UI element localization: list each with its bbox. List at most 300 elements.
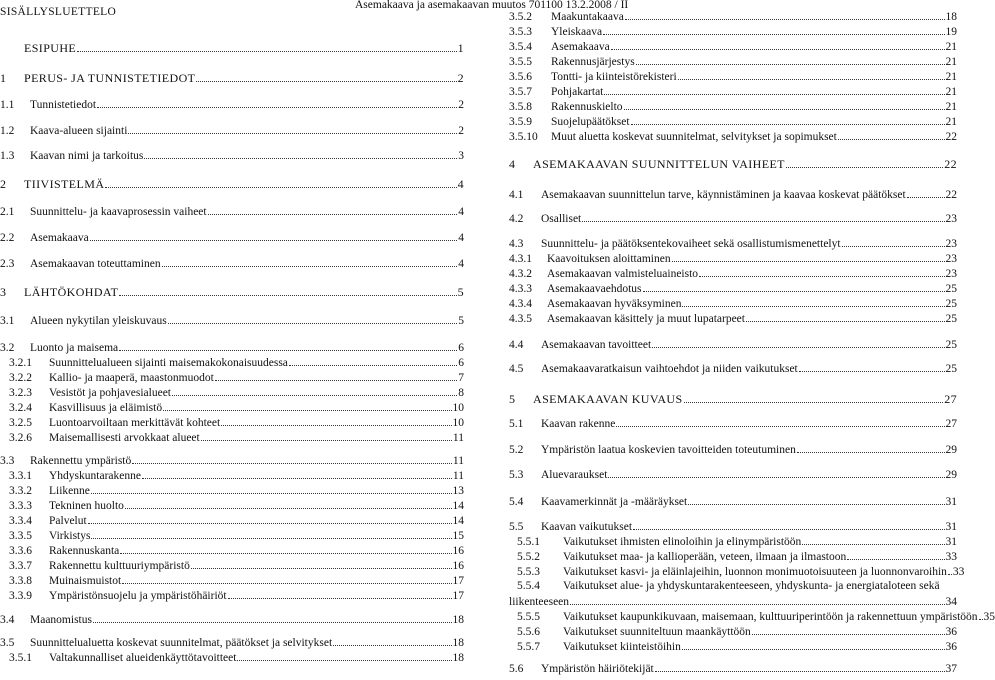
toc-entry-page: 18 <box>945 11 957 23</box>
toc-entry-title: Kaavamerkinnät ja -määräykset <box>541 496 688 508</box>
toc-entry-number: 3.3.4 <box>9 515 32 527</box>
toc-entry[interactable] <box>509 9 957 24</box>
toc-entry-number: 3.5.2 <box>509 11 532 23</box>
toc-entry-title: Vaikutukset kasvi- ja eläinlajeihin, luonnon monimuotoisuuteen ja luonnonvaroihin <box>563 566 947 578</box>
toc-entry-title: LÄHTÖKOHDAT <box>24 285 119 299</box>
toc-entry-page: 21 <box>945 56 957 68</box>
dot-leader <box>624 99 945 110</box>
dot-leader <box>168 313 458 324</box>
dot-leader <box>631 114 945 125</box>
dot-leader <box>289 355 457 366</box>
toc-entry[interactable] <box>509 494 957 509</box>
toc-entry-number: 3.2 <box>0 342 15 354</box>
toc-entry[interactable] <box>0 558 464 573</box>
dot-leader <box>786 157 943 168</box>
dot-leader <box>88 513 452 524</box>
toc-entry[interactable] <box>509 296 957 311</box>
toc-entry-page: 21 <box>945 116 957 128</box>
dot-leader <box>838 129 945 140</box>
toc-entry-title: ASEMAKAAVAN SUUNNITTELUN VAIHEET <box>533 157 785 171</box>
toc-entry-number: 4.3.4 <box>509 298 532 310</box>
toc-entry-number: 3.5.7 <box>509 86 532 98</box>
dot-leader <box>636 54 945 65</box>
toc-entry-title: Vaikutukset suunniteltuun maankäyttöön <box>563 626 751 638</box>
toc-entry[interactable] <box>0 468 464 483</box>
toc-entry[interactable] <box>509 157 957 171</box>
dot-leader <box>163 400 451 411</box>
toc-entry-page: 27 <box>944 392 957 406</box>
toc-entry-page: 4 <box>458 232 464 244</box>
toc-entry-number: 3.5.10 <box>509 131 538 143</box>
toc-entry-page: 2 <box>458 99 464 111</box>
toc-entry-page: 18 <box>452 614 464 626</box>
toc-entry-title: Asemakaavan hyväksyminen <box>547 298 682 310</box>
toc-entry-number: 5.6 <box>509 663 524 675</box>
dot-leader <box>570 594 944 605</box>
toc-entry[interactable] <box>0 385 464 400</box>
toc-entry[interactable] <box>0 148 464 163</box>
toc-entry[interactable] <box>509 24 957 39</box>
toc-entry-title: Vaikutukset maa- ja kallioperään, veteen, ilmaan ja ilmastoon <box>563 551 847 563</box>
toc-entry-number: 5 <box>509 392 516 406</box>
toc-entry-title: Maisemallisesti arvokkaat alueet <box>49 432 200 444</box>
toc-entry[interactable] <box>0 41 464 55</box>
toc-entry-page: 37 <box>945 663 957 675</box>
dot-leader <box>128 123 457 134</box>
toc-entry-number: 3.3.6 <box>9 545 32 557</box>
toc-entry-title: Tekninen huolto <box>49 500 124 512</box>
toc-entry-title: Asemakaavan toteuttaminen <box>30 258 161 270</box>
toc-entry-number: 3.3.7 <box>9 560 32 572</box>
toc-entry-page: 19 <box>945 26 957 38</box>
toc-entry-number: 3.3.5 <box>9 530 32 542</box>
toc-entry[interactable] <box>0 71 464 85</box>
toc-entry-page: 33 <box>952 566 965 578</box>
toc-entry-number: 3.3.9 <box>9 590 32 602</box>
toc-entry-title: Kallio- ja maaperä, maastonmuodot <box>49 372 214 384</box>
toc-entry-title: liikenteeseen <box>509 596 570 608</box>
toc-entry-number: 3.5.8 <box>509 101 532 113</box>
toc-entry-page: 23 <box>945 268 957 280</box>
toc-entry-title: Kaavan rakenne <box>541 418 616 430</box>
toc-entry-number: 5.5.2 <box>517 551 540 563</box>
toc-entry-number: 5.5.3 <box>517 566 540 578</box>
dot-leader <box>93 612 452 623</box>
toc-entry-title: Vesistöt ja pohjavesialueet <box>49 387 171 399</box>
dot-leader <box>746 311 945 322</box>
toc-entry-title: Maanomistus <box>30 614 92 626</box>
toc-entry-title: Tontti- ja kiinteistörekisteri <box>551 71 677 83</box>
toc-entry[interactable] <box>0 355 464 370</box>
toc-entry[interactable] <box>0 573 464 588</box>
toc-entry-page: 33 <box>945 551 957 563</box>
toc-entry[interactable] <box>0 430 464 445</box>
toc-entry[interactable] <box>0 230 464 245</box>
toc-entry-number: 1.3 <box>0 150 15 162</box>
toc-entry-page: 23 <box>945 253 957 265</box>
toc-entry[interactable] <box>0 588 464 603</box>
dot-leader <box>752 624 945 635</box>
toc-entry-title: Liikenne <box>49 485 90 497</box>
toc-entry-title: Suojelupäätökset <box>551 116 630 128</box>
toc-entry-page: 6 <box>458 357 464 369</box>
toc-entry-title: TIIVISTELMÄ <box>24 177 105 191</box>
dot-leader <box>682 639 945 650</box>
toc-entry[interactable] <box>0 543 464 558</box>
toc-entry-page: 29 <box>945 469 957 481</box>
toc-entry-number: 2.1 <box>0 206 15 218</box>
dot-leader <box>215 370 457 381</box>
toc-entry-title: Luontoarvoiltaan merkittävät kohteet <box>49 417 221 429</box>
toc-entry-title: Asemakaava <box>30 232 89 244</box>
toc-entry-page: 36 <box>945 641 957 653</box>
toc-entry-page: 22 <box>945 189 957 201</box>
dot-leader <box>684 392 944 403</box>
toc-entry-number: 3.2.2 <box>9 372 32 384</box>
toc-entry-number: 3.5 <box>0 637 15 649</box>
toc-entry-page: 18 <box>452 652 464 664</box>
toc-entry-number: 1 <box>0 71 7 85</box>
toc-entry[interactable] <box>509 579 957 593</box>
toc-entry-number: 3.3.1 <box>9 470 32 482</box>
toc-entry-number: 3 <box>0 285 7 299</box>
toc-entry-title: Rakennuskanta <box>49 545 120 557</box>
toc-entry-title: ASEMAKAAVAN KUVAUS <box>533 392 683 406</box>
toc-entry-number: 1.2 <box>0 125 15 137</box>
toc-entry-page: 14 <box>452 500 464 512</box>
toc-entry-title: Yhdyskuntarakenne <box>49 470 141 482</box>
toc-entry-page: 11 <box>452 432 464 444</box>
toc-entry-page: 11 <box>452 470 464 482</box>
toc-entry-title: Kaava-alueen sijainti <box>30 125 128 137</box>
toc-entry-number: 4.3.1 <box>509 253 532 265</box>
toc-entry-number: 5.4 <box>509 496 524 508</box>
toc-entry[interactable] <box>509 624 957 639</box>
toc-entry[interactable] <box>0 415 464 430</box>
toc-entry-title: Ympäristön häiriötekijät <box>541 663 654 675</box>
dot-leader <box>144 148 457 159</box>
toc-entry-title: Aluevaraukset <box>541 469 608 481</box>
toc-entry-page: 25 <box>945 313 957 325</box>
toc-entry[interactable] <box>509 337 957 352</box>
toc-entry[interactable] <box>509 251 957 266</box>
toc-entry-number: 5.5.4 <box>517 580 540 592</box>
toc-entry-number: 3.1 <box>0 315 15 327</box>
toc-entry-title: Asemakaavan valmisteluaineisto <box>547 268 699 280</box>
toc-entry-title: Asemakaavan tavoitteet <box>541 339 652 351</box>
toc-entry[interactable] <box>509 99 957 114</box>
toc-entry-page: 8 <box>458 387 464 399</box>
dot-leader <box>842 236 945 247</box>
toc-entry-number: 2 <box>0 177 7 191</box>
dot-leader <box>97 97 457 108</box>
toc-entry-title: Kaavoituksen aloittaminen <box>547 253 671 265</box>
toc-entry-page: 31 <box>945 521 957 533</box>
toc-entry-page: 6 <box>458 342 464 354</box>
toc-entry-number: 3.3 <box>0 455 15 467</box>
toc-entry-number: 4.3.5 <box>509 313 532 325</box>
toc-entry-number: 4.4 <box>509 339 524 351</box>
toc-entry-page: 13 <box>452 485 464 497</box>
toc-entry[interactable] <box>0 528 464 543</box>
dot-leader <box>142 468 452 479</box>
toc-entry[interactable] <box>509 639 957 654</box>
toc-entry[interactable] <box>509 311 957 326</box>
toc-entry-number: 3.5.4 <box>509 41 532 53</box>
toc-entry-page: 1 <box>457 41 464 55</box>
toc-entry-number: 5.2 <box>509 444 524 456</box>
dot-leader <box>191 558 452 569</box>
toc-entry-page: 16 <box>452 545 464 557</box>
toc-entry-title: Suunnittelu- ja päätöksentekovaiheet sekä osallistumismenettelyt <box>541 238 841 250</box>
toc-entry-page: 21 <box>945 41 957 53</box>
toc-entry-number: 3.2.4 <box>9 402 32 414</box>
dot-leader <box>77 41 456 52</box>
dot-leader <box>672 251 945 262</box>
toc-entry-number: 4.2 <box>509 213 524 225</box>
toc-entry-title: Vaikutukset kaupunkikuvaan, maisemaan, kulttuuriperintöön ja rakennettuun ympäristöön <box>563 611 978 623</box>
toc-entry-number: 3.2.3 <box>9 387 32 399</box>
toc-entry[interactable] <box>0 650 464 665</box>
toc-entry[interactable] <box>0 123 464 138</box>
dot-leader <box>799 361 945 372</box>
toc-entry-number: 3.5.5 <box>509 56 532 68</box>
dot-leader <box>603 24 944 35</box>
dot-leader <box>652 337 944 348</box>
toc-entry[interactable] <box>509 442 957 457</box>
dot-leader <box>228 588 452 599</box>
dot-leader <box>90 230 458 241</box>
toc-entry-number: 3.3.8 <box>9 575 32 587</box>
toc-entry-title: Asemakaavaratkaisun vaihtoehdot ja niiden vaikutukset <box>541 363 798 375</box>
toc-entry-page: 27 <box>945 418 957 430</box>
dot-leader <box>208 204 458 215</box>
toc-entry[interactable] <box>509 594 957 609</box>
dot-leader <box>604 84 944 95</box>
toc-entry-page: 25 <box>945 283 957 295</box>
dot-leader <box>119 340 457 351</box>
toc-entry-page: 22 <box>944 157 957 171</box>
dot-leader <box>120 543 451 554</box>
toc-entry-number: 5.5.7 <box>517 641 540 653</box>
toc-entry[interactable] <box>509 114 957 129</box>
toc-entry[interactable] <box>0 635 464 650</box>
toc-entry-page: 5 <box>458 315 464 327</box>
dot-leader <box>699 266 944 277</box>
document-header: Asemakaava ja asemakaavan muutos 701100 13.2.2008 / II <box>355 0 629 11</box>
toc-entry-page: 21 <box>945 71 957 83</box>
toc-entry-page: 2 <box>458 125 464 137</box>
toc-entry[interactable] <box>509 187 957 202</box>
toc-entry-title: Rakennettu ympäristö <box>30 455 132 467</box>
toc-entry[interactable] <box>0 5 464 19</box>
dot-leader <box>119 285 456 296</box>
toc-entry-title: Rakennusjärjestys <box>551 56 635 68</box>
toc-entry-number: 3.3.2 <box>9 485 32 497</box>
toc-entry-number: 4.3 <box>509 238 524 250</box>
toc-entry-page: 17 <box>452 590 464 602</box>
toc-entry-title: ESIPUHE <box>24 41 77 55</box>
dot-leader <box>682 296 944 307</box>
dot-leader <box>655 661 945 672</box>
toc-entry-page: 4 <box>458 258 464 270</box>
toc-entry-page: 3 <box>458 150 464 162</box>
toc-entry[interactable] <box>509 609 995 624</box>
dot-leader <box>979 609 983 620</box>
toc-entry-page: 34 <box>945 596 957 608</box>
toc-entry[interactable] <box>0 97 464 112</box>
dot-leader <box>802 534 944 545</box>
dot-leader <box>625 9 945 20</box>
toc-entry[interactable] <box>0 177 464 191</box>
toc-entry[interactable] <box>509 236 957 251</box>
toc-entry-title: Pohjakartat <box>551 86 604 98</box>
toc-entry-page: 10 <box>452 402 464 414</box>
toc-entry[interactable] <box>0 400 464 415</box>
toc-entry-page: 18 <box>452 637 464 649</box>
toc-entry-number: 5.3 <box>509 469 524 481</box>
toc-entry-title: Asemakaavan suunnittelun tarve, käynnistäminen ja kaavaa koskevat päätökset <box>541 189 906 201</box>
toc-entry-title: Muinaismuistot <box>49 575 122 587</box>
toc-entry[interactable] <box>509 84 957 99</box>
toc-entry-title: Asemakaavan käsittely ja muut lupatarpeet <box>547 313 745 325</box>
dot-leader <box>633 519 944 530</box>
toc-entry-title: Suunnittelu- ja kaavaprosessin vaiheet <box>30 206 207 218</box>
toc-entry-page: 16 <box>452 560 464 572</box>
toc-entry-number: 5.5 <box>509 521 524 533</box>
toc-entry-title: Suunnittelualueen sijainti maisemakokonaisuudessa <box>49 357 288 369</box>
toc-entry[interactable] <box>509 69 957 84</box>
toc-entry-number: 3.2.5 <box>9 417 32 429</box>
dot-leader <box>608 467 944 478</box>
toc-entry-number: 5.1 <box>509 418 524 430</box>
dot-leader <box>616 416 944 427</box>
toc-entry[interactable] <box>509 281 957 296</box>
dot-leader <box>948 564 952 575</box>
toc-entry-number: 5.5.1 <box>517 536 540 548</box>
toc-entry-page: 23 <box>945 238 957 250</box>
toc-entry-title: PERUS- JA TUNNISTETIEDOT <box>24 71 196 85</box>
toc-entry-page: 25 <box>945 363 957 375</box>
toc-entry-number: 3.5.3 <box>509 26 532 38</box>
toc-entry[interactable] <box>0 285 464 299</box>
toc-entry[interactable] <box>509 361 957 376</box>
toc-entry[interactable] <box>509 211 957 226</box>
toc-entry[interactable] <box>509 549 957 564</box>
toc-entry[interactable] <box>509 564 965 579</box>
toc-entry-number: 1.1 <box>0 99 15 111</box>
toc-entry-title: Maakuntakaava <box>551 11 624 23</box>
toc-entry[interactable] <box>509 519 957 534</box>
toc-entry-page: 29 <box>945 444 957 456</box>
dot-leader <box>643 281 945 292</box>
toc-entry[interactable] <box>0 612 464 627</box>
toc-entry-number: 4.3.2 <box>509 268 532 280</box>
toc-entry[interactable] <box>0 340 464 355</box>
toc-entry[interactable] <box>0 313 464 328</box>
dot-leader <box>333 635 451 646</box>
toc-entry-title: Asemakaava <box>551 41 610 53</box>
toc-entry-title: Ympäristön laatua koskevien tavoitteiden toteutuminen <box>541 444 796 456</box>
toc-entry-page: 31 <box>945 536 957 548</box>
toc-entry[interactable] <box>0 453 464 468</box>
toc-entry[interactable] <box>0 498 464 513</box>
toc-entry-title: Muut aluetta koskevat suunnitelmat, selvitykset ja sopimukset <box>551 131 837 143</box>
toc-entry-title: Kasvillisuus ja eläimistö <box>49 402 163 414</box>
toc-entry-page: 10 <box>452 417 464 429</box>
toc-entry-page: 35 <box>983 611 995 623</box>
toc-entry-title: Yleiskaava <box>551 26 603 38</box>
dot-leader <box>162 256 458 267</box>
toc-entry-page: 31 <box>945 496 957 508</box>
toc-entry-number: 4 <box>509 157 516 171</box>
toc-entry[interactable] <box>509 661 957 676</box>
toc-entry-number: 3.2.1 <box>9 357 32 369</box>
toc-entry[interactable] <box>509 534 957 549</box>
toc-entry-title: Suunnittelualuetta koskevat suunnitelmat, päätökset ja selvitykset <box>30 637 333 649</box>
toc-entry[interactable] <box>509 39 957 54</box>
dot-leader <box>172 385 457 396</box>
dot-leader <box>122 573 451 584</box>
toc-entry[interactable] <box>0 370 464 385</box>
toc-entry[interactable] <box>509 54 957 69</box>
toc-entry-title: Tunnistetiedot <box>30 99 97 111</box>
toc-entry-title: Kaavan vaikutukset <box>541 521 633 533</box>
toc-entry-page: 17 <box>452 575 464 587</box>
toc-entry-page: 23 <box>945 213 957 225</box>
toc-entry[interactable] <box>509 416 957 431</box>
toc-entry[interactable] <box>0 513 464 528</box>
toc-entry-page: 14 <box>452 515 464 527</box>
toc-entry-page: 21 <box>945 101 957 113</box>
toc-entry-title: Vaikutukset ihmisten elinoloihin ja elinympäristöön <box>563 536 802 548</box>
toc-entry-page: 5 <box>457 285 464 299</box>
toc-entry[interactable] <box>509 392 957 406</box>
toc-entry[interactable] <box>0 256 464 271</box>
toc-entry-page: 25 <box>945 339 957 351</box>
toc-entry[interactable] <box>0 204 464 219</box>
dot-leader <box>105 177 456 188</box>
toc-entry-page: 21 <box>945 86 957 98</box>
toc-entry-page: 2 <box>457 71 464 85</box>
toc-entry-page: 7 <box>458 372 464 384</box>
toc-entry[interactable] <box>509 266 957 281</box>
dot-leader <box>221 415 451 426</box>
toc-entry-number: 4.3.3 <box>509 283 532 295</box>
toc-entry-title: Vaikutukset alue- ja yhdyskuntarakenteeseen, yhdyskunta- ja energiataloteen sekä <box>563 580 940 592</box>
toc-entry-number: 3.5.9 <box>509 116 532 128</box>
dot-leader <box>611 39 945 50</box>
toc-entry-page: 15 <box>452 530 464 542</box>
dot-leader <box>237 650 451 661</box>
toc-entry-title: Kaavan nimi ja tarkoitus <box>30 150 144 162</box>
dot-leader <box>125 498 452 509</box>
toc-entry-title: Virkistys <box>49 530 91 542</box>
dot-leader <box>688 494 944 505</box>
toc-entry-page: 4 <box>457 177 464 191</box>
toc-entry[interactable] <box>0 483 464 498</box>
toc-entry[interactable] <box>509 467 957 482</box>
toc-entry-number: 2.3 <box>0 258 15 270</box>
toc-entry-number: 3.5.6 <box>509 71 532 83</box>
toc-entry[interactable] <box>509 129 957 144</box>
toc-entry-page: 36 <box>945 626 957 638</box>
toc-entry-page: 25 <box>945 298 957 310</box>
dot-leader <box>196 71 456 82</box>
toc-entry-page: 11 <box>452 455 464 467</box>
dot-leader <box>91 483 452 494</box>
toc-entry-number: 3.5.1 <box>9 652 32 664</box>
